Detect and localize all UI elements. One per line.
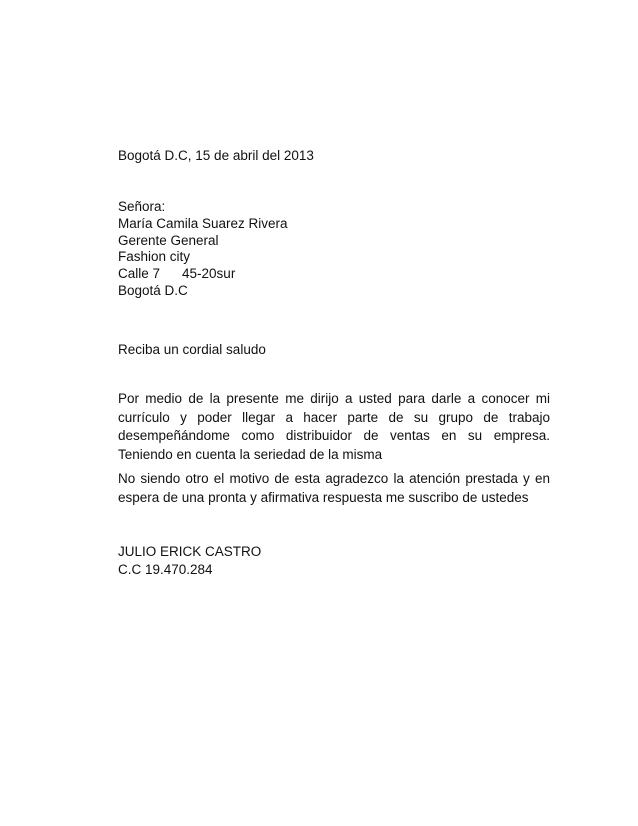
recipient-title: Gerente General [118,233,219,248]
recipient-company: Fashion city [118,249,191,264]
date-line: Bogotá D.C, 15 de abril del 2013 [118,148,314,163]
recipient-city: Bogotá D.C [118,283,188,298]
recipient-street: Calle 7 [118,266,161,281]
body-paragraph-1: Por medio de la presente me dirijo a usted para darle a conocer mi currículo y poder llegar a hacer parte de su grupo de trabajo desempeñándome como distribuidor de ventas en su empresa. Teniendo en cuenta la seriedad de la misma [118,391,550,462]
recipient-address [118,265,235,283]
recipient-salutation: Señora: [118,199,166,214]
recipient-number: 45-20sur [182,266,236,281]
greeting: Reciba un cordial saludo [118,342,266,357]
body-paragraph-2: No siendo otro el motivo de esta agradezco la atención prestada y en espera de una pronta y afirmativa respuesta me suscribo de ustedes [118,471,550,505]
recipient-name: María Camila Suarez Rivera [118,216,288,231]
signature-id: C.C 19.470.284 [118,562,213,577]
signature-name: JULIO ERICK CASTRO [118,544,262,559]
